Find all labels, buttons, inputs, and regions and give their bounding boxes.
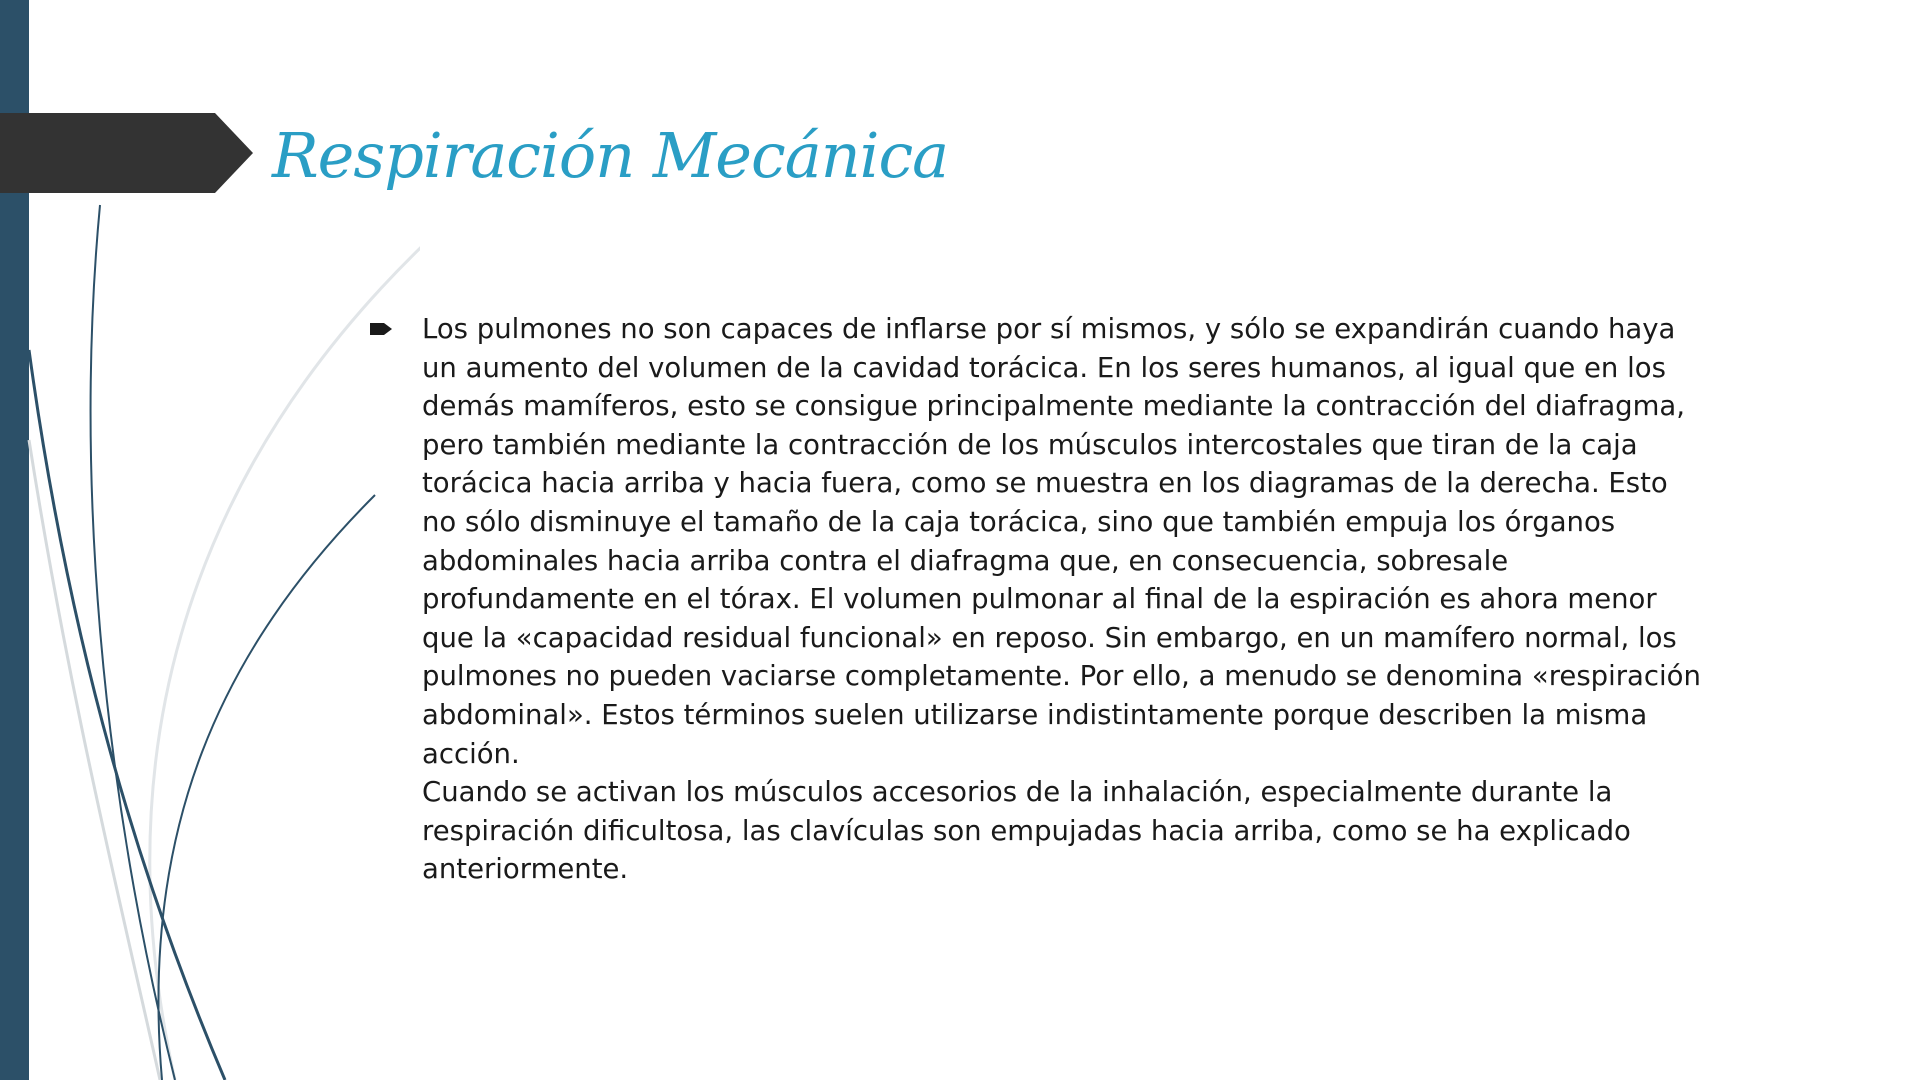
- paragraph-secondary: Cuando se activan los músculos accesorios de la inhalación, especialmente durante la respiración dificultosa, las clavículas son empujadas hacia arriba, como se ha explicado anteriormente.: [422, 776, 1631, 886]
- dark-curve-outer: [29, 350, 225, 1080]
- content-block: [370, 310, 1710, 889]
- slide-title: Respiración Mecánica: [272, 119, 949, 192]
- dark-curve-inner: [91, 205, 175, 1080]
- title-arrow-banner: [0, 113, 253, 193]
- paragraph-main: Los pulmones no son capaces de inflarse por sí mismos, y sólo se expandirán cuando haya un aumento del volumen de la cavidad torácica. En los seres humanos, al igual que en los demás mamíferos, esto se consigue principalmente mediante la contracción del diafragma, pero también mediante la contracción de los músculos intercostales que tiran de la caja torácica hacia arriba y hacia fuera, como se muestra en los diagramas de la derecha. Esto no sólo disminuye el tamaño de la caja torácica, sino que también empuja los órganos abdominales hacia arriba contra el diafragma que, en consecuencia, sobresale profundamente en el tórax. El volumen pulmonar al final de la espiración es ahora menor que la «capacidad residual funcional» en reposo. Sin embargo, en un mamífero normal, los pulmones no pueden vaciarse completamente. Por ello, a menudo se denomina «respiración abdominal». Estos términos suelen utilizarse indistintamente porque describen la misma acción.: [422, 313, 1701, 770]
- arrow-bullet-icon: [370, 322, 392, 336]
